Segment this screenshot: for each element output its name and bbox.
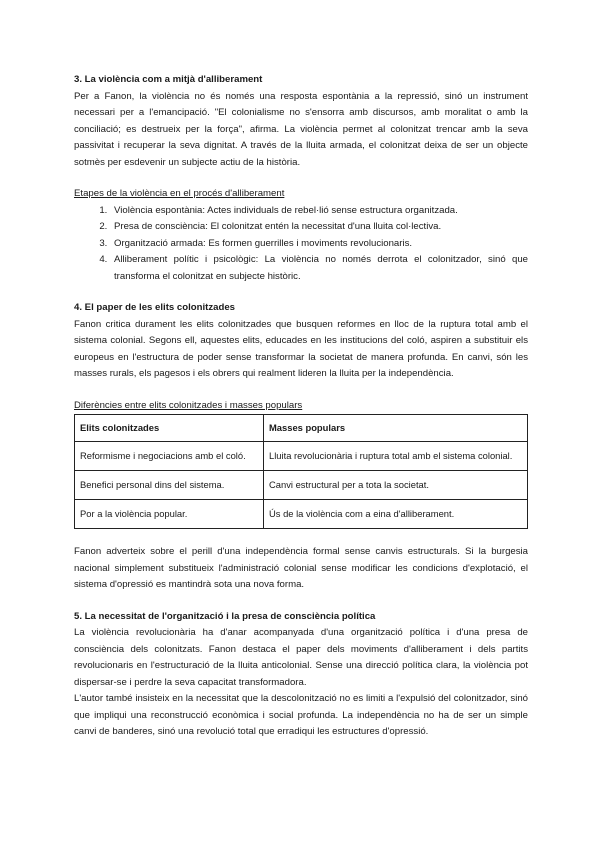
table-cell: Lluita revolucionària i ruptura total amb el sistema colonial. [264,442,528,471]
section-4-paragraph: Fanon critica durament les elits colonitzades que busquen reformes en lloc de la ruptura total amb el sistema colonial. Segons ell, aquestes elits, educades en les institucions del coló, aspiren a substituir els europeus en l'estructura de poder sense transformar la societat de manera profunda. En canvi, són les masses rurals, els pagesos i els obrers qui realment lideren la lluita per la independència. [74,318,528,379]
table-header-elits: Elits colonitzades [75,415,264,442]
after-table-paragraph: Fanon adverteix sobre el perill d'una independència formal sense canvis estructurals. Si la burgesia nacional simplement substitueix l'administració colonial sense modificar les condicions d'explotació, el sistema d'opressió es mantindrà sota una nova forma. [74,546,528,590]
table-header-masses: Masses populars [264,415,528,442]
section-3-paragraph: Per a Fanon, la violència no és només una resposta espontània a la repressió, sinó un instrument necessari per a l'emancipació. "El colonialisme no s'ensorra amb discursos, amb moralitat o amb la conciliació; es destrueix per la força", afirma. La violència permet al colonitzat trencar amb la seva passivitat i recuperar la seva dignitat. A través de la lluita armada, el colonitzat deixa de ser un objecte sotmès per esdevenir un subjecte actiu de la història. [74,90,528,168]
list-item: 1. Violència espontània: Actes individuals de rebel·lió sense estructura organitzada. [110,203,528,220]
section-5-paragraph-2: L'autor també insisteix en la necessitat que la descolonització no es limiti a l'expulsió del colonitzador, sinó que impliqui una reconstrucció econòmica i social profunda. La independència no ha de ser un simple canvi de banderes, sinó una revolució total que erradiqui les estructures d'opressió. [74,693,528,737]
list-item: 3. Organització armada: Es formen guerrilles i moviments revolucionaris. [110,236,528,253]
table-cell: Benefici personal dins del sistema. [75,471,264,500]
stages-list [74,203,528,286]
list-item: 2. Presa de consciència: El colonitzat entén la necessitat d'una lluita col·lectiva. [110,219,528,236]
table-cell: Ús de la violència com a eina d'alliberament. [264,500,528,529]
comparison-table [74,414,528,529]
document-content [74,72,528,741]
section-5-heading: 5. La necessitat de l'organització i la presa de consciència política [74,610,376,622]
list-item: 4. Alliberament polític i psicològic: La violència no només derrota el colonitzador, sinó que transforma el colonitzat en subjecte històric. [110,252,528,285]
table-row [75,442,528,471]
section-4-heading: 4. El paper de les elits colonitzades [74,302,236,313]
section-3-heading: 3. La violència com a mitjà d'alliberament [74,74,263,85]
table-row [75,471,528,500]
table-cell: Canvi estructural per a tota la societat. [264,471,528,500]
table-title: Diferències entre elits colonitzades i masses populars [74,399,303,411]
section-5-paragraph-1: La violència revolucionària ha d'anar acompanyada d'una organització política i d'una presa de consciència dels colonitzats. Fanon destaca el paper dels moviments d'alliberament i dels partits revolucionaris en l'estructuració de la lluita anticolonial. Sense una direcció política clara, la violència pot dispersar-se i perdre la seva capacitat transformadora. [74,627,528,688]
table-row [75,500,528,529]
table-cell: Por a la violència popular. [75,500,264,529]
table-cell: Reformisme i negociacions amb el coló. [75,442,264,471]
stages-title: Etapes de la violència en el procés d'alliberament [74,188,285,199]
table-header-row [75,415,528,442]
